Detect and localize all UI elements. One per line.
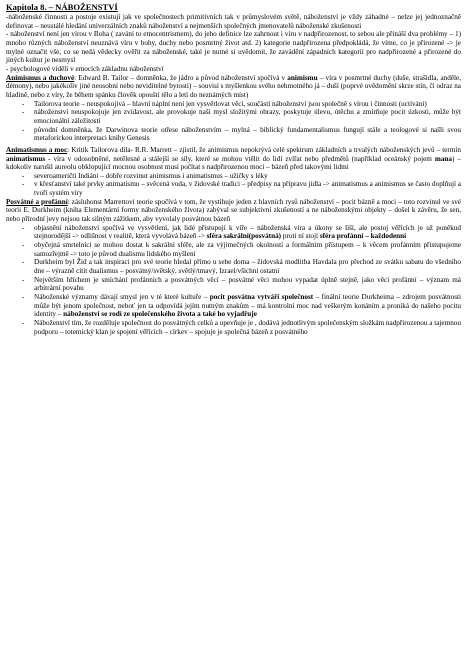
list-item: [6, 293, 461, 319]
keyword: animatismus: [6, 154, 46, 163]
keyword: mana: [434, 154, 453, 163]
intro-paragraph-2: - náboženství není jen vírou v Boha ( zavání to etnocentrismem), do jeho definice lze zahrnout i víru v nadpřirozenost, to sebou ale přináší dva problémy – 1) mnoho různých náboženství neuznává víru v bohy, duchy nebo posmrtný život atd. 2) kategorie nadpřirozena předpokládá, že víme, co je přirozené -> je mylné označit vše, co se nedá vědecky ověřit za náboženské, také je nutné si uvědomit, že zavádění západních kategorií pro nadpřirozené a přirozené do jiných kultur je nesmysl: [6, 30, 461, 65]
keyword: animismu: [287, 73, 318, 82]
item-text: obyčejná smrtelníci se mohou dostat k sakrální sféře, ale za výjimečných okolností a formálním přístupem – k věcem profánním přistupujeme samozřejmě -> toto je původ dualismu lidského myšlení: [34, 241, 461, 258]
section-text: – víra v posmrtné duchy (duše, strašidla, anděle, démony), nebo jakékoliv jiné neosobní nebo neviditelné bytosti) – souvisí s myšlenkou svého nehmotného já – duší (poprvé uvědomění skrze stín, či odraz na hladině, nebo z víry, že během spánku člověk opouští tělo a letí do neznámých míst): [6, 73, 462, 99]
item-text: – finální teorie Durkheima – zdrojem posvátnosti může být jenom společnost, neboť jen ta odpovídá jejím nutným znakům – má kontrolní moc nad veškerým konáním a proniká do našeho pocitu identity –: [34, 293, 461, 319]
section-text: : Edward B. Tailor – domněnka, že jádro a původ náboženství spočívá v: [74, 73, 288, 82]
section-text: - víra v odosobněné, netělesné a stálejší se síly, které se mohou vtělit do lidí zvířat nebo předmětů (například oceánský pojem: [45, 154, 435, 163]
list-item: - původní domněnka, že Darwinova teorie otřese náboženstvím – mylná – biblický fundamentalismus fungují stále a teologové si našli svou metaforickou interpretaci knihy Genesis: [6, 126, 461, 143]
list-item: - náboženství neuspokojuje jen zvídavost, ale provokuje naši mysl složitými obrazy, poskytuje úlevu, útěchu a zmírňuje pocit úzkosti, může být emocionální záležitostí: [6, 108, 461, 125]
bullet-list-posvatne: [6, 224, 461, 337]
list-item: [6, 319, 461, 336]
page-title: Kapitola 8. – NÁBOŽENSTVÍ: [6, 2, 118, 12]
list-item: [6, 276, 461, 293]
section-animatismus: [6, 146, 461, 172]
list-item: - v křesťanství také prvky animatismu – svěcená voda, v židovské tradici – předpisy na přípravu jídla -> animatismus a animismus se často doplňují a tvoří systém víry: [6, 180, 461, 197]
item-emphasis: sféra profánní – každodenní: [319, 232, 407, 241]
list-item: [6, 241, 461, 258]
intro-paragraph-3: - psychologové viděli v emocích základnu náboženství: [6, 64, 164, 73]
list-item: [6, 258, 461, 275]
list-item: - Tailorova teorie – neuspokojivá – hlavní náplní není jen vysvětlovat věci, součástí náboženství jsou společně s vírou i činnosti (uctívání): [6, 100, 461, 109]
list-item: [6, 224, 461, 241]
item-text: Náboženské významy dávají smysl jen v té které kultuře –: [34, 293, 210, 301]
section-posvatne: [6, 198, 461, 224]
item-text: Největším hříchem je smíchání profánních a posvátných věcí – posvátné věci mohou vypadat úplně stejně, jako věci profánní – význam má arbitrární povahu: [34, 275, 461, 293]
section-animismus: [6, 74, 461, 100]
section-heading-animatismus: Animatismus a moc: [6, 145, 68, 154]
intro-paragraph-1: -náboženské činnosti a postoje existují jak ve společnostech primitivních tak v průmyslovém světě, náboženství je vždy záhadné – nelze jej jednoznačně definovat – neustálé hledání univerzálních znaků náboženství a nejmenších společných jmenovatelů náboženské zkušenosti: [6, 13, 461, 30]
section-heading-animismus: Animismus a duchové: [6, 73, 75, 82]
item-emphasis: pocit posvátna vytváří společnost: [209, 293, 314, 301]
section-text: : Kritik Tailorova díla- R.R. Marrett – zjistil, že animismus nepokrývá celé spektrum základních a trvalých náboženských jevů – termín: [67, 145, 461, 154]
section-text: : zásluhonst Marrettovi teorie spočívá v tom, že vystihuje jeden z hlavních rysů náboženství – pocit bázně a moci – toto rozvinul ve své teorii E. Durkheim (kniha Elementární formy náboženského života) zabýval se subjektivní zkušeností a ne náboženskými objekty – došel k závěru, že sen, nebo přírodní jevy nejsou tak silným zážitkem, aby vyvolaly posvátnou bázeň: [6, 197, 461, 224]
list-item: - severoameričtí Indiáni – dobře rozvinut animismus i animatismus – užičky s léky: [6, 172, 461, 181]
bullet-list-animismus: [6, 100, 461, 143]
item-text: objasnění náboženství spočívá ve vysvětlení, jak lidé přistupují k víře – náboženská víra a úkony se liší, ale postoj věřících je už poněkud stejnorodější -> odlišnost v realitě, která vyvolává bázeň ->: [34, 223, 461, 241]
item-text: Náboženství tím, že rozděluje společnost do posvátných celků a upevňuje je , dodává jednotlivým společenským složkám nadpřirozenou a tajemnou podporu – totemický klan je spojení věřících – církev – spojuje je společná bázeň z posvátného: [34, 318, 461, 336]
bullet-list-animatismus: [6, 172, 461, 198]
item-text: Durkheim byl Žid a tak inspiraci pro své teorie hledal přímo u sebe doma – židovská modlitba Havdala pro přechod ze svátku sabatu do všedního dne – výrazně cítit dualismus – posvátný/světský, světlý/tmavý, Izrael/všichni ostatní: [34, 258, 461, 276]
item-emphasis: sféra sakrální(posvátná): [206, 232, 282, 241]
item-emphasis: náboženství se rodí ze společenského života a také ho vyjadřuje: [63, 310, 257, 319]
section-text: ) – kdokoliv narušil aureolu obklopující mocnou osobnost musí počítat s nadpřirozenou mocí – bázeň před takovými lidmi: [6, 154, 461, 172]
item-text: proti ní stojí: [281, 232, 320, 241]
section-heading-posvatne: Posvátné a profánní: [6, 197, 68, 206]
